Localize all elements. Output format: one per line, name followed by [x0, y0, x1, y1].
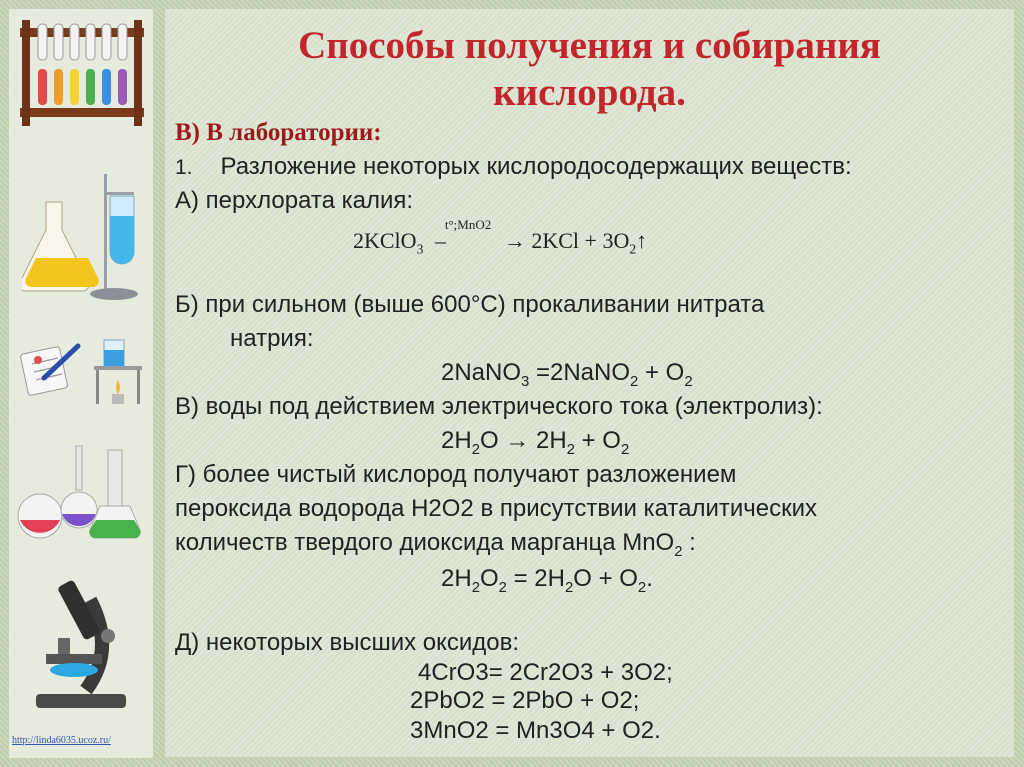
item-g-line-3-end: :: [682, 529, 696, 556]
up-arrow-icon: ↑: [636, 228, 648, 253]
writing-pad-icon: [20, 338, 82, 398]
item-b-line-2: натрия:: [230, 325, 314, 352]
title-line-1: Способы получения и собирания: [298, 24, 881, 67]
footer-url-link[interactable]: http://linda6035.ucoz.ru/: [12, 735, 111, 746]
eq-h2o2-p1: 2H: [441, 565, 472, 592]
item-1-number: 1.: [175, 156, 193, 179]
glassware-icon: [16, 444, 144, 544]
item-g-line-3-text: количеств твердого диоксида марганца MnO: [175, 529, 675, 556]
equation-nano3: [441, 358, 693, 388]
test-tube-rack-icon: [14, 14, 150, 132]
item-g-line-1: Г) более чистый кислород получают разложением: [175, 461, 737, 488]
eq-kclo3-right-sub: 2: [629, 241, 637, 257]
equation-pbo2: 2PbO2 = 2PbO + O2;: [410, 687, 640, 714]
eq-kclo3-left-sub: 3: [416, 241, 424, 257]
eq-nano3-p3: + O: [638, 359, 685, 386]
flask-stand-icon: [22, 172, 142, 302]
item-d-label: Д) некоторых высших оксидов:: [175, 629, 520, 656]
eq-nano3-p1-sub: 3: [521, 373, 530, 390]
title-line-2: кислорода.: [493, 71, 686, 114]
equation-mno2: 3MnO2 = Mn3O4 + O2.: [410, 717, 661, 744]
equation-kclo3: [353, 217, 648, 257]
eq-kclo3-left: 2KClO: [353, 228, 417, 253]
item-g-line-3: [175, 528, 696, 558]
eq-kclo3-arrow-dash: –: [434, 228, 446, 253]
eq-nano3-p1: 2NaNO: [441, 359, 522, 386]
eq-h2o2-p3: = 2H: [506, 565, 565, 592]
item-a-label: А) перхлората калия:: [175, 187, 414, 214]
eq-h2o2-p2-sub: 2: [498, 579, 507, 596]
eq-kclo3-condition: t°;MnO2: [444, 217, 492, 232]
equation-h2o2: [441, 564, 653, 594]
eq-h2o-p1: 2H: [441, 427, 472, 454]
burner-stand-icon: [86, 336, 150, 406]
eq-h2o2-p4-sub: 2: [637, 579, 647, 596]
equation-cro3: 4CrO3= 2Cr2O3 + 3O2;: [418, 659, 673, 686]
item-b-line-1: Б) при сильном (выше 600°С) прокаливании нитрата: [175, 291, 765, 318]
item-g-line-2: пероксида водорода H2O2 в присутствии каталитических: [175, 495, 818, 522]
eq-kclo3-right: 2KCl + 3O: [525, 228, 630, 253]
eq-nano3-p3-sub: 2: [684, 373, 693, 390]
item-1: [175, 152, 852, 183]
microscope-icon: [26, 572, 136, 712]
eq-h2o-p3: + O: [574, 427, 621, 454]
eq-h2o-p3-sub: 2: [620, 441, 630, 458]
eq-h2o2-p1-sub: 2: [471, 579, 480, 596]
equation-h2o: [441, 426, 629, 456]
item-g-line-3-sub: 2: [674, 543, 683, 560]
eq-h2o2-p5: .: [646, 565, 653, 592]
eq-h2o-p2-sub: 2: [566, 441, 575, 458]
item-1-text: Разложение некоторых кислородосодержащих веществ:: [220, 153, 852, 180]
eq-nano3-p2: =2NaNO: [529, 359, 631, 386]
slide-title: [165, 22, 1014, 116]
eq-nano3-p2-sub: 2: [630, 373, 639, 390]
item-v-line: В) воды под действием электрического тока (электролиз):: [175, 393, 823, 420]
section-heading: В) В лаборатории:: [175, 119, 382, 146]
eq-h2o2-p3-sub: 2: [564, 579, 574, 596]
eq-h2o-p2: O → 2H: [479, 427, 567, 454]
eq-kclo3-arrow-head: →: [503, 228, 526, 253]
eq-h2o2-p2: O: [479, 565, 499, 592]
eq-h2o2-p4: O + O: [573, 565, 638, 592]
eq-h2o-p1-sub: 2: [471, 441, 480, 458]
